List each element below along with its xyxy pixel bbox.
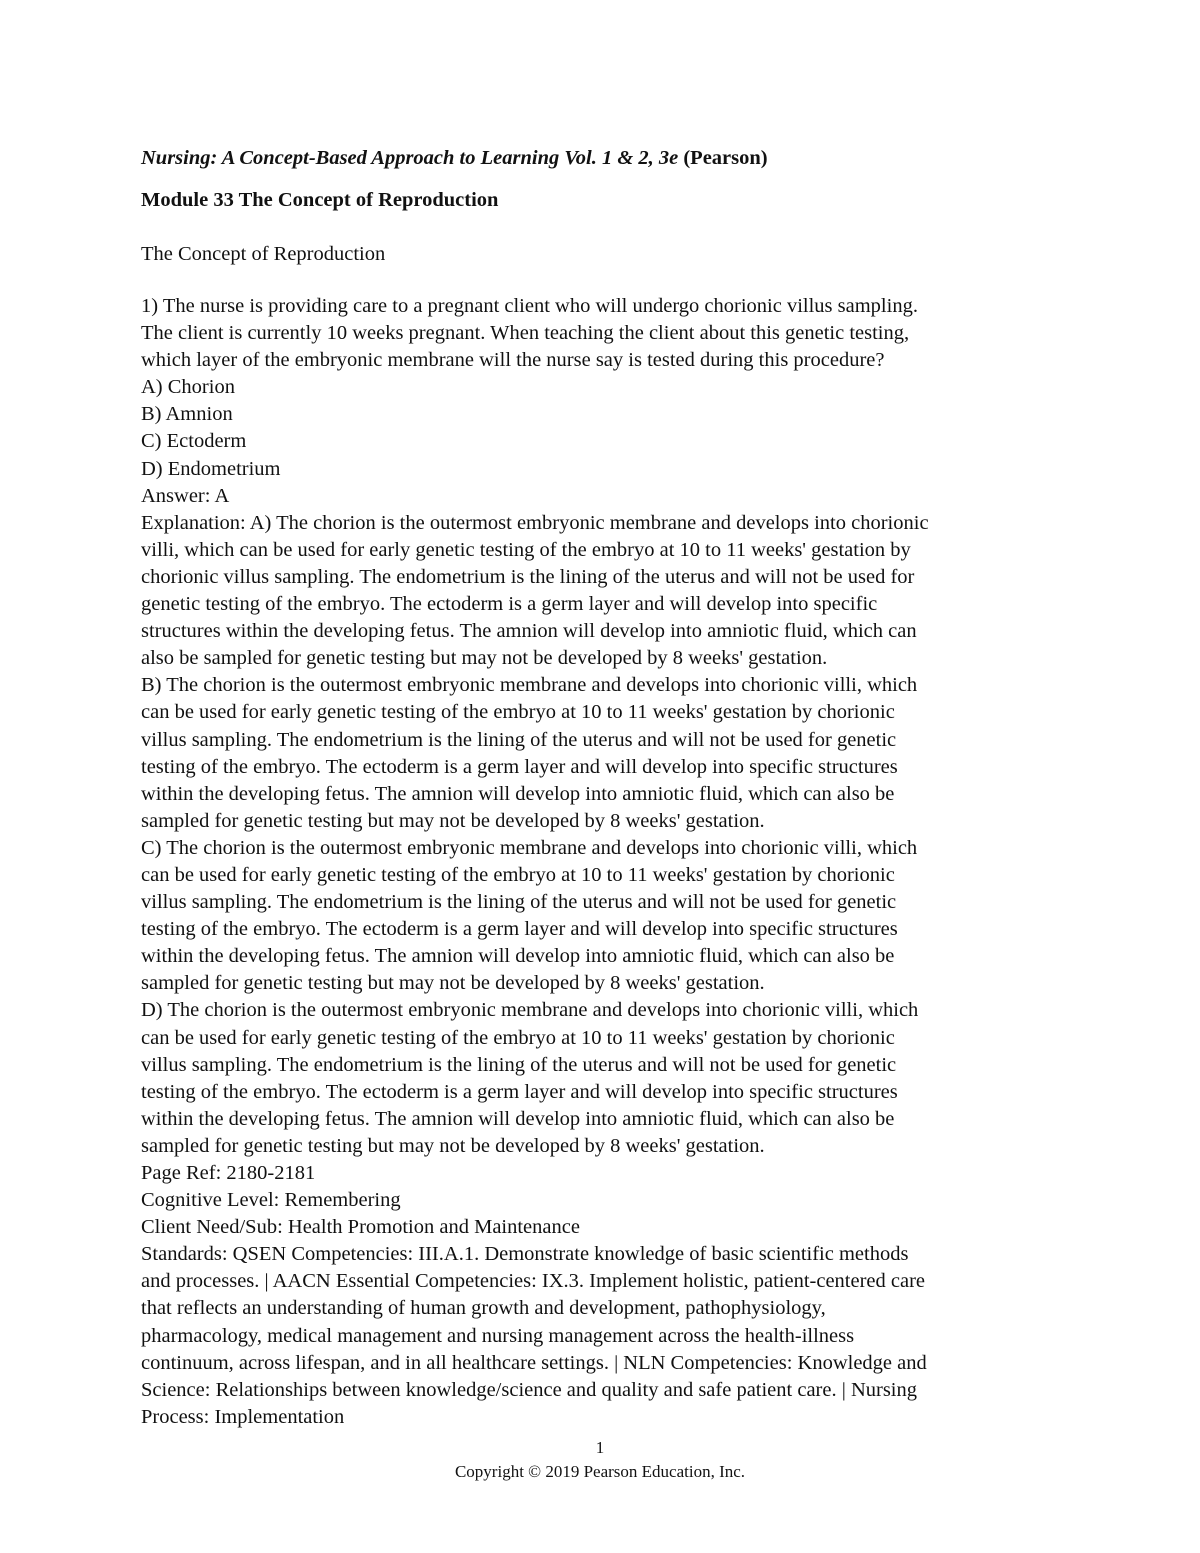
text-line: structures within the developing fetus. The amnion will develop into amniotic fluid, which can bbox=[141, 620, 917, 643]
section-title: The Concept of Reproduction bbox=[141, 243, 386, 265]
question-body bbox=[141, 293, 1061, 1431]
text-line: can be used for early genetic testing of the embryo at 10 to 11 weeks' gestation by chorionic bbox=[141, 1026, 895, 1049]
text-line: villus sampling. The endometrium is the lining of the uterus and will not be used for genetic bbox=[141, 891, 897, 914]
text-line: testing of the embryo. The ectoderm is a germ layer and will develop into specific structures bbox=[141, 918, 898, 941]
text-line: villus sampling. The endometrium is the lining of the uterus and will not be used for genetic bbox=[141, 728, 897, 751]
text-line: The client is currently 10 weeks pregnant. When teaching the client about this genetic testing, bbox=[141, 322, 910, 345]
text-line: can be used for early genetic testing of the embryo at 10 to 11 weeks' gestation by chorionic bbox=[141, 701, 895, 724]
text-line: also be sampled for genetic testing but may not be developed by 8 weeks' gestation. bbox=[141, 647, 828, 670]
text-line: villus sampling. The endometrium is the lining of the uterus and will not be used for genetic bbox=[141, 1053, 897, 1076]
text-line: villi, which can be used for early genetic testing of the embryo at 10 to 11 weeks' gestation by bbox=[141, 538, 911, 561]
text-line: B) The chorion is the outermost embryonic membrane and develops into chorionic villi, which bbox=[141, 674, 918, 697]
text-line: D) The chorion is the outermost embryonic membrane and develops into chorionic villi, which bbox=[141, 999, 919, 1022]
text-line: pharmacology, medical management and nursing management across the health-illness bbox=[141, 1324, 855, 1347]
text-line: C) The chorion is the outermost embryonic membrane and develops into chorionic villi, which bbox=[141, 836, 918, 859]
text-line: 1) The nurse is providing care to a pregnant client who will undergo chorionic villus sampling. bbox=[141, 295, 918, 317]
text-line: D) Endometrium bbox=[141, 457, 281, 480]
text-line: Page Ref: 2180-2181 bbox=[141, 1162, 316, 1184]
book-title-publisher: (Pearson) bbox=[678, 147, 768, 169]
text-line: that reflects an understanding of human growth and development, pathophysiology, bbox=[141, 1297, 826, 1320]
text-line: Cognitive Level: Remembering bbox=[141, 1189, 401, 1212]
text-line: sampled for genetic testing but may not be developed by 8 weeks' gestation. bbox=[141, 972, 765, 995]
text-line: genetic testing of the embryo. The ectoderm is a germ layer and will develop into specific bbox=[141, 593, 878, 616]
text-line: which layer of the embryonic membrane will the nurse say is tested during this procedure? bbox=[141, 349, 885, 372]
page-number: 1 bbox=[595, 1438, 605, 1457]
text-line: Explanation: A) The chorion is the outermost embryonic membrane and develops into chorionic bbox=[141, 511, 929, 534]
text-line: within the developing fetus. The amnion will develop into amniotic fluid, which can also be bbox=[141, 782, 895, 805]
text-line: sampled for genetic testing but may not be developed by 8 weeks' gestation. bbox=[141, 1134, 765, 1157]
text-line: testing of the embryo. The ectoderm is a germ layer and will develop into specific structures bbox=[141, 755, 898, 778]
text-line: testing of the embryo. The ectoderm is a germ layer and will develop into specific structures bbox=[141, 1080, 898, 1103]
text-line: within the developing fetus. The amnion will develop into amniotic fluid, which can also be bbox=[141, 1107, 895, 1130]
copyright-notice: Copyright © 2019 Pearson Education, Inc. bbox=[454, 1462, 746, 1481]
text-line: chorionic villus sampling. The endometrium is the lining of the uterus and will not be used for bbox=[141, 565, 915, 588]
text-line: B) Amnion bbox=[141, 403, 233, 426]
text-line: Answer: A bbox=[141, 484, 230, 507]
text-line: sampled for genetic testing but may not be developed by 8 weeks' gestation. bbox=[141, 809, 765, 832]
text-line: continuum, across lifespan, and in all healthcare settings. | NLN Competencies: Knowledge and bbox=[141, 1351, 927, 1374]
text-line: can be used for early genetic testing of the embryo at 10 to 11 weeks' gestation by chorionic bbox=[141, 863, 895, 886]
text-line: within the developing fetus. The amnion will develop into amniotic fluid, which can also be bbox=[141, 945, 895, 968]
text-line: A) Chorion bbox=[141, 376, 235, 399]
book-title-italic: Nursing: A Concept-Based Approach to Learning Vol. 1 & 2, 3e bbox=[141, 147, 679, 169]
text-line: Science: Relationships between knowledge/science and quality and safe patient care. | Nursing bbox=[141, 1378, 918, 1401]
text-line: C) Ectoderm bbox=[141, 430, 247, 453]
book-title bbox=[141, 144, 768, 172]
module-title: Module 33 The Concept of Reproduction bbox=[141, 189, 499, 211]
text-line: Client Need/Sub: Health Promotion and Maintenance bbox=[141, 1216, 580, 1239]
text-line: Process: Implementation bbox=[141, 1405, 345, 1428]
text-line: and processes. | AACN Essential Competencies: IX.3. Implement holistic, patient-centered care bbox=[141, 1270, 926, 1293]
text-line: Standards: QSEN Competencies: III.A.1. Demonstrate knowledge of basic scientific methods bbox=[141, 1243, 909, 1266]
